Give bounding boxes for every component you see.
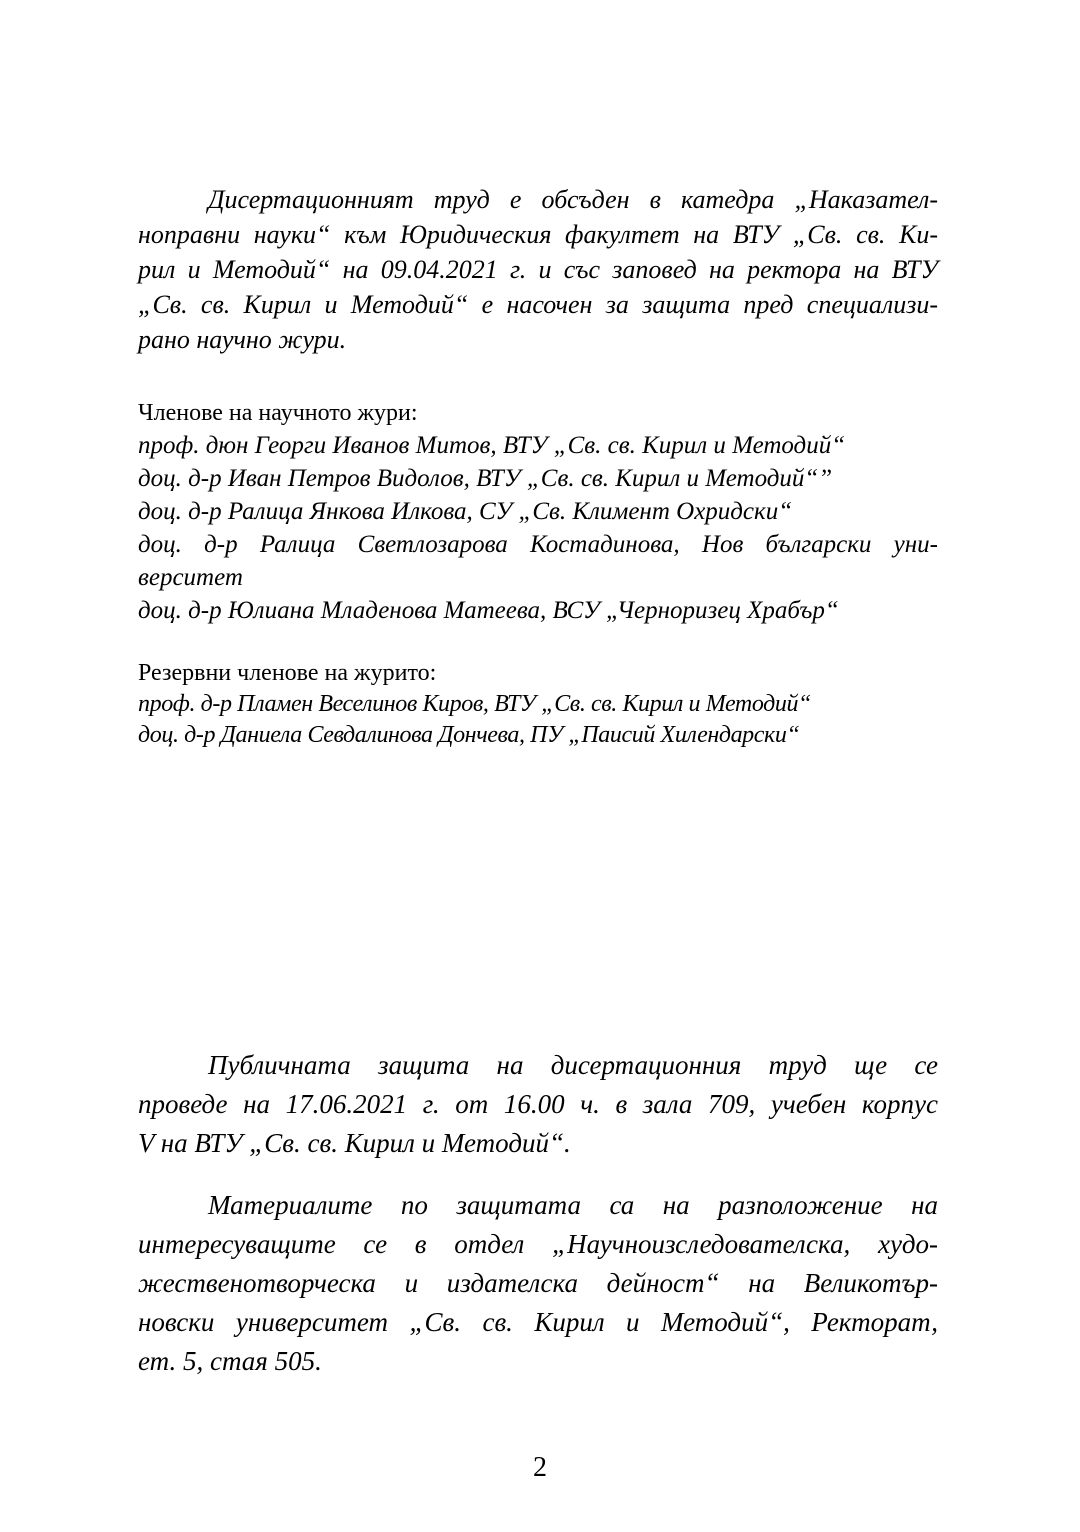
materials-line-4: новски университет „Св. св. Кирил и Методий“, Ректорат, <box>138 1307 938 1337</box>
intro-line-5: рано научно жури. <box>138 325 347 354</box>
defense-paragraph <box>138 1046 938 1163</box>
intro-line-2: ноправни науки“ към Юридическия факултет на ВТУ „Св. св. Ки- <box>138 220 938 249</box>
materials-line-1: Материалите по защитата са на разположение на <box>208 1190 938 1220</box>
jury-section <box>138 397 938 627</box>
jury-member: доц. д-р Ралица Янкова Илкова, СУ „Св. Климент Охридски“ <box>138 498 793 525</box>
jury-heading: Членове на научното жури: <box>138 400 418 426</box>
page-number: 2 <box>533 1452 547 1483</box>
jury-member: проф. дюн Георги Иванов Митов, ВТУ „Св. св. Кирил и Методий“ <box>138 432 846 459</box>
materials-line-5: ет. 5, стая 505. <box>138 1346 322 1376</box>
materials-line-3: жественотворческа и издателска дейност“ на Великотър- <box>138 1268 938 1298</box>
reserve-jury-member: проф. д-р Пламен Веселинов Киров, ВТУ „Св. св. Кирил и Методий“ <box>138 691 811 717</box>
reserve-jury-section <box>138 657 938 751</box>
reserve-jury-heading: Резервни членове на журито: <box>138 660 437 686</box>
intro-line-4: „Св. св. Кирил и Методий“ е насочен за защита пред специализи- <box>138 290 938 319</box>
intro-line-1: Дисертационният труд е обсъден в катедра „Наказател- <box>208 185 938 214</box>
intro-paragraph <box>138 182 938 357</box>
materials-paragraph <box>138 1186 938 1381</box>
jury-member: доц. д-р Юлиана Младенова Матеева, ВСУ „Черноризец Храбър“ <box>138 597 839 624</box>
defense-line-1: Публичната защита на дисертационния труд ще се <box>208 1050 938 1080</box>
intro-line-3: рил и Методий“ на 09.04.2021 г. и със заповед на ректора на ВТУ <box>138 255 938 284</box>
jury-member: верситет <box>138 564 243 591</box>
reserve-jury-member: доц. д-р Даниела Севдалинова Дончева, ПУ „Паисий Хилендарски“ <box>138 722 800 748</box>
jury-member: доц. д-р Ралица Светлозарова Костадинова, Нов български уни- <box>138 531 938 558</box>
jury-member: доц. д-р Иван Петров Видолов, ВТУ „Св. св. Кирил и Методий“” <box>138 465 833 492</box>
materials-line-2: интересуващите се в отдел „Научноизследователска, худо- <box>138 1229 938 1259</box>
defense-line-3: V на ВТУ „Св. св. Кирил и Методий“. <box>138 1128 571 1158</box>
defense-line-2: проведе на 17.06.2021 г. от 16.00 ч. в зала 709, учебен корпус <box>138 1089 938 1119</box>
